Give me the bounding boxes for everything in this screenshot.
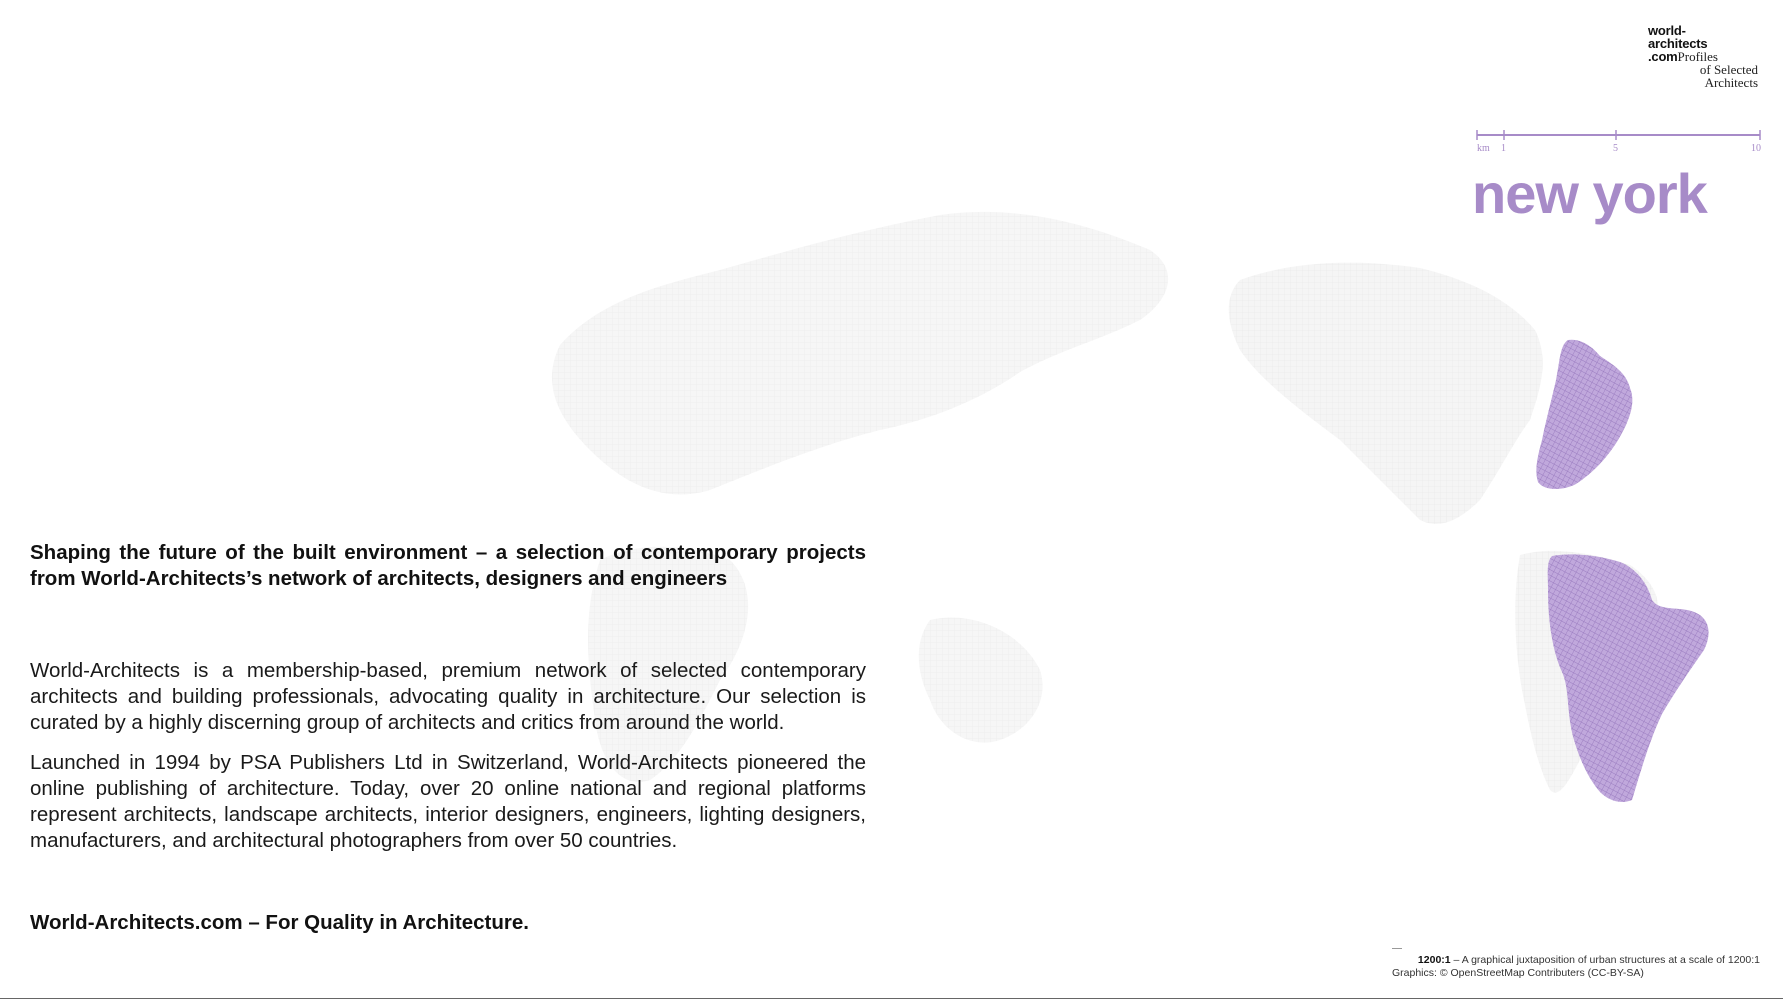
logo[interactable] (1648, 24, 1758, 89)
intro-closing: World-Architects.com – For Quality in Architecture. (30, 911, 529, 934)
bottom-rule (0, 998, 1783, 999)
credits-line-2 (1392, 967, 1760, 980)
scale-bar-tick-label-5: 5 (1613, 143, 1618, 154)
credits-license: (CC-BY-SA) (1587, 967, 1644, 979)
credits-divider (1392, 948, 1402, 949)
intro-headline: Shaping the future of the built environment – a selection of contemporary projects from World-Architects’s network of architects, designers and engineers (30, 541, 866, 590)
logo-brand-line1: world- (1648, 23, 1686, 38)
credits (1392, 948, 1760, 980)
logo-brand-line2: architects (1648, 36, 1708, 51)
logo-tagline-line2: of Selected (1699, 62, 1758, 77)
scale-bar-tick-label-10: 10 (1751, 143, 1761, 154)
logo-tagline-line1: Profiles (1677, 49, 1718, 64)
credits-graphics: Graphics: © OpenStreetMap Contributers (1392, 967, 1585, 979)
logo-tagline-line3: Architects (1704, 75, 1758, 90)
scale-bar-unit-label: km (1477, 143, 1490, 154)
logo-brand-line3: .com (1648, 49, 1678, 64)
scale-bar-tick-label-1: 1 (1501, 143, 1506, 154)
intro-paragraph-2: Launched in 1994 by PSA Publishers Ltd in Switzerland, World-Architects pioneered the online publishing of architecture. Today, over 20 online national and regional platforms represent architects, landscape architects, interior designers, engineers, lighting designers, manufacturers, and architectural photographers from over 50 countries. (30, 751, 866, 852)
credits-description: – A graphical juxtaposition of urban structures at a scale of 1200:1 (1453, 954, 1760, 966)
intro-paragraph-1: World-Architects is a membership-based, premium network of selected contemporary architects and building professionals, advocating quality in architecture. Our selection is curated by a highly discerning group of architects and critics from around the world. (30, 659, 866, 734)
intro-text (30, 540, 866, 936)
credits-scale: 1200:1 (1417, 954, 1451, 966)
city-title: new york (1472, 162, 1707, 225)
scale-bar (1474, 130, 1764, 158)
credits-line-1 (1392, 954, 1760, 967)
